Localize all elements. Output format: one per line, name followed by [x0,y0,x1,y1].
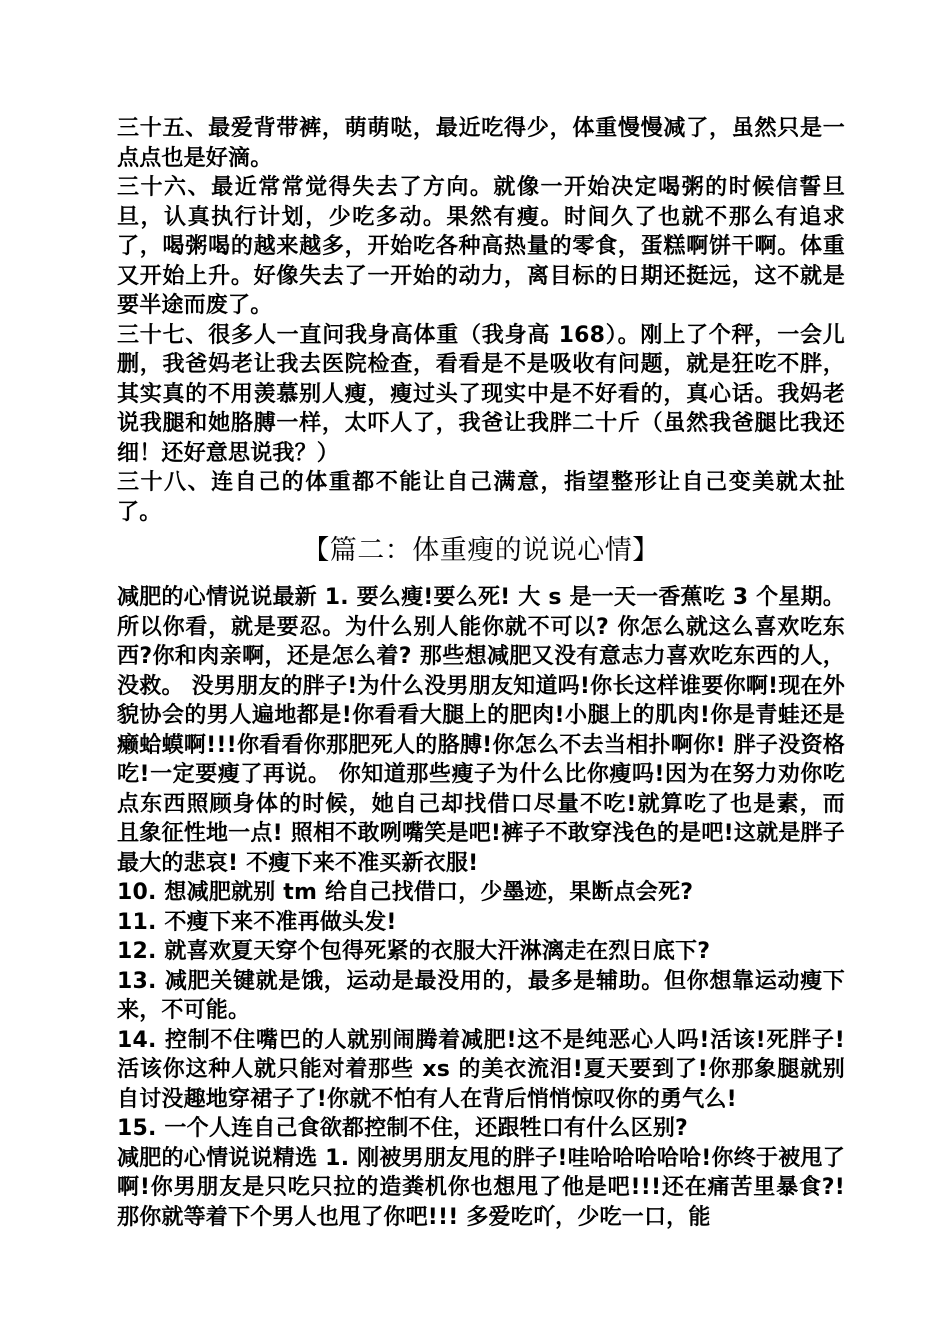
paragraph-35: 三十五、最爱背带裤，萌萌哒，最近吃得少，体重慢慢减了，虽然只是一点点也是好滴。 [117,116,845,171]
list-item-10: 10. 想减肥就别 tm 给自己找借口，少墨迹，果断点会死? [117,880,694,905]
list-item-14: 14. 控制不住嘴巴的人就别闹腾着减肥!这不是纯恶心人吗!活该!死胖子!活该你这种人就只能对着那些 xs 的美衣流泪!夏天要到了!你那象腿就别自讨没趣地穿裙子了!你就不怕有人在背后悄悄惊叹你的勇气么! [117,1027,845,1112]
list-item-13: 13. 减肥关键就是饿，运动是最没用的，最多是辅助。但你想靠运动瘦下来，不可能。 [117,968,845,1023]
paragraph-diet-latest: 减肥的心情说说最新 1. 要么瘦!要么死! 大 s 是一天一香蕉吃 3 个星期。所以你看，就是要忍。为什么别人能你就不可以? 你怎么就这么喜欢吃东西?你和肉亲啊，还是怎么着? 那些想减肥又没有意志力喜欢吃东西的人，没救。 没男朋友的胖子!为什么没男朋友知道吗!你长这样谁要你啊!现在外貌协会的男人遍地都是!你看看大腿上的肥肉!小腿上的肌肉!你是青蛙还是癞蛤蟆啊!!!你看看你那肥死人的胳膊!你怎么不去当相扑啊你! 胖子没资格吃!一定要瘦了再说。 你知道那些瘦子为什么比你瘦吗!因为在努力劝你吃点东西照顾身体的时候，她自己却找借口尽量不吃!就算吃了也是素，而 且象征性地一点! 照相不敢咧嘴笑是吧!裤子不敢穿浅色的是吧!这就是胖子最大的悲哀! 不瘦下来不准买新衣服! [117,585,845,876]
paragraph-38: 三十八、连自己的体重都不能让自己满意，指望整形让自己变美就太扯了。 [117,470,845,525]
paragraph-36: 三十六、最近常常觉得失去了方向。就像一开始决定喝粥的时候信誓旦旦，认真执行计划，少吃多动。果然有瘦。时间久了也就不那么有追求了，喝粥喝的越来越多，开始吃各种高热量的零食，蛋糕啊饼干啊。体重又开始上升。好像失去了一开始的动力，离目标的日期还挺远，这不就是要半途而废了。 [117,175,845,318]
list-item-11: 11. 不瘦下来不准再做头发! [117,909,397,935]
paragraph-diet-selected: 减肥的心情说说精选 1. 刚被男朋友甩的胖子!哇哈哈哈哈哈!你终于被甩了啊!你男朋友是只吃只拉的造粪机你也想甩了他是吧!!!还在痛苦里暴食?!那你就等着下个男人也甩了你吧!!! 多爱吃吖，少吃一口，能 [117,1145,845,1230]
paragraph-37: 三十七、很多人一直问我身高体重（我身高 168）。刚上了个秤，一会儿删，我爸妈老让我去医院检查，看看是不是吸收有问题，就是狂吃不胖，其实真的不用羡慕别人瘦，瘦过头了现实中是不好看的，真心话。我妈老说我腿和她胳膊一样，太吓人了，我爸让我胖二十斤（虽然我爸腿比我还细！还好意思说我？） [117,322,845,466]
section-heading: 【篇二：体重瘦的说说心情】 [302,535,660,566]
list-item-15: 15. 一个人连自己食欲都控制不住，还跟牲口有什么区别? [117,1116,688,1141]
list-item-12: 12. 就喜欢夏天穿个包得死紧的衣服大汗淋漓走在烈日底下? [117,939,711,964]
document-body [117,114,845,1232]
